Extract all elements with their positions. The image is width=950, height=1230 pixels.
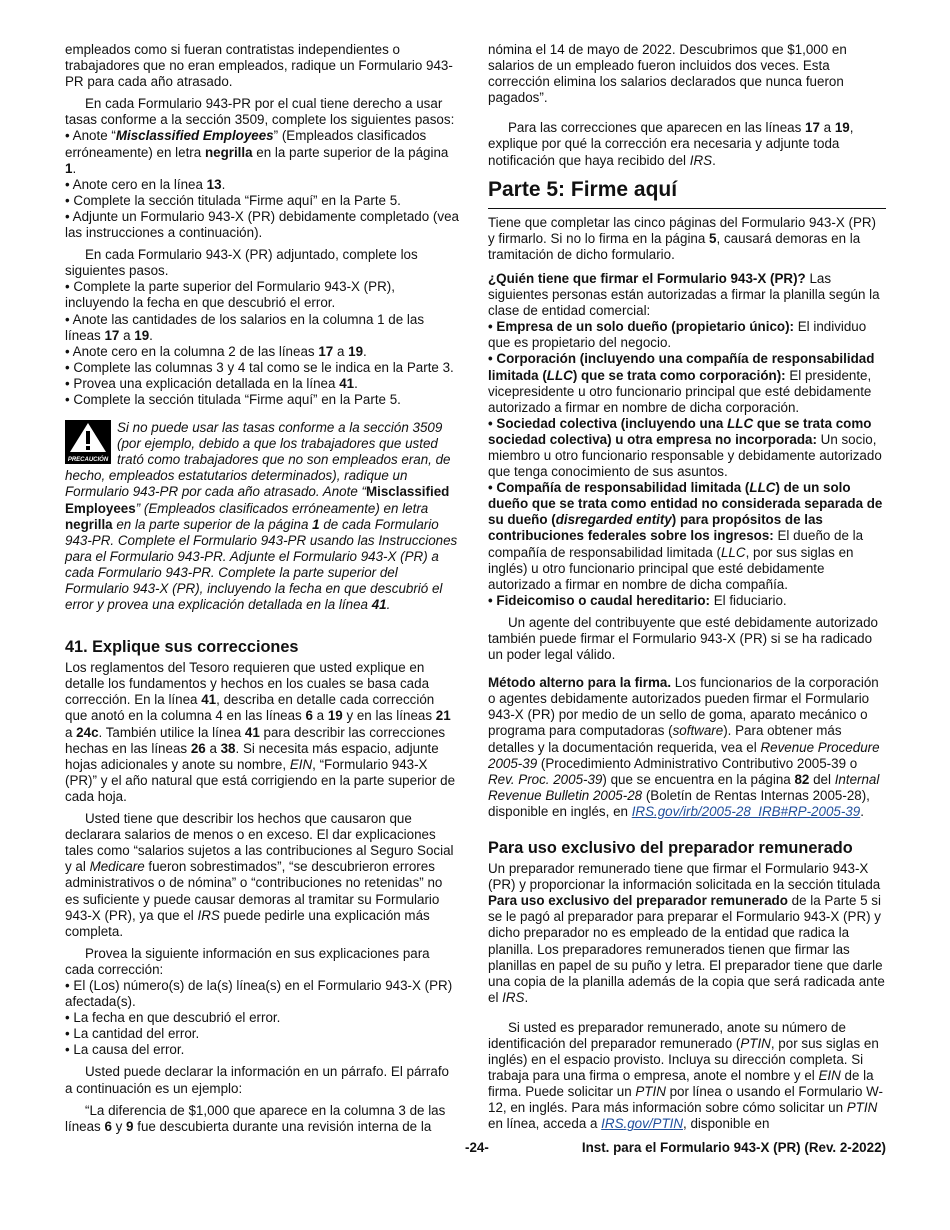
- bullet-item: • Anote cero en la línea 13.: [65, 176, 226, 192]
- paragraph: Usted puede declarar la información en un párrafo. El párrafo a continuación es un ejemplo:: [65, 1064, 449, 1096]
- left-column: [65, 42, 460, 1135]
- caution-icon: [65, 420, 111, 464]
- paragraph: Un agente del contribuyente que esté debidamente autorizado también puede firmar el Formulario 943-X (PR) si se ha radicado un poder legal válido.: [488, 614, 878, 663]
- bullet-item: • Complete la sección titulada “Firme aquí” en la Parte 5.: [65, 391, 401, 407]
- bullet-item: • Fideicomiso o caudal hereditario: El fiduciario.: [488, 592, 787, 608]
- bullet-item: • Sociedad colectiva (incluyendo una LLC que se trata como sociedad colectiva) u otra empresa no incorporada: Un socio, miembro u otro funcionario responsable y debidamente autorizado que tenga conocimiento de sus asuntos.: [488, 415, 882, 480]
- caution-label: PRECAUCIÓN: [67, 457, 109, 464]
- ptin-link[interactable]: IRS.gov/PTIN: [601, 1116, 684, 1132]
- irb-link[interactable]: IRS.gov/irb/2005-28_IRB#RP-2005-39: [631, 803, 861, 819]
- bullet-item: • Adjunte un Formulario 943-X (PR) debidamente completado (vea las instrucciones a continuación).: [65, 208, 459, 241]
- bullet-item: • Complete la sección titulada “Firme aquí” en la Parte 5.: [65, 192, 401, 208]
- paragraph: empleados como si fueran contratistas independientes o trabajadores que no eran empleados, radique un Formulario 943-PR para cada año atrasado.: [65, 42, 453, 90]
- paragraph: Si usted es preparador remunerado, anote su número de identificación del preparador remunerado (PTIN, por sus siglas en inglés) en el espacio provisto. Incluya su dirección completa. Si trabaja para una firma o empresa, anote el nombre y el EIN de la firma. Puede solicitar un PTIN por línea o usando el Formulario W-12, en inglés. Para más información sobre cómo solicitar un PTIN en línea, acceda a IRS.gov/PTIN, disponible en: [488, 1019, 883, 1132]
- right-column: [488, 42, 886, 1133]
- paragraph: En cada Formulario 943-PR por el cual tiene derecho a usar tasas conforme a la sección 3509, complete los siguientes pasos:: [65, 96, 455, 128]
- paragraph: Un preparador remunerado tiene que firmar el Formulario 943-X (PR) y proporcionar la información solicitada en la sección titulada Para uso exclusivo del preparador remunerado de la Parte 5 si se le pagó al preparador para preparar el Formulario 943-X (PR) y dicho preparador no es empleado de la entidad que radica la planilla. Los preparadores remunerados tienen que firmar las planillas en papel de su puño y letra. El preparador tiene que darle una copia de la planilla además de la copia que será radicada ante el IRS.: [488, 861, 885, 1005]
- caution-note: PRECAUCIÓN Si no puede usar las tasas conforme a la sección 3509 (por ejemplo, debido a que los trabajadores que usted trató como trabajadores que no son empleados eran, de hecho, empleados estatutarios determinados), radique un Formulario 943-PR por cada año atrasado. Anote “Misclassified Employees” (Empleados clasificados erróneamente) en letra negrilla en la parte superior de la página 1 de cada Formulario 943-PR. Complete el Formulario 943-PR usando las Instrucciones para el Formulario 943-PR. Adjunte el Formulario 943-X (PR) a cada Formulario 943-PR. Complete la parte superior del Formulario 943-X (PR), incluyendo la fecha en que descubrió el error y provea una explicación detallada en la línea 41.: [65, 420, 458, 613]
- paragraph: nómina el 14 de mayo de 2022. Descubrimos que $1,000 en salarios de un empleado fueron incluidos dos veces. Esta corrección elimina los salarios declarados que nunca fueron pagados”.: [488, 42, 847, 106]
- section-heading: 41. Explique sus correcciones: [65, 638, 299, 657]
- section-heading: Para uso exclusivo del preparador remunerado: [488, 839, 853, 858]
- bullet-item: • La fecha en que descubrió el error.: [65, 1010, 281, 1026]
- footer-document-title: Inst. para el Formulario 943-X (PR) (Rev. 2-2022): [581, 1140, 886, 1155]
- bullet-item: • Provea una explicación detallada en la línea 41.: [65, 375, 358, 391]
- bullet-item: • La causa del error.: [65, 1042, 185, 1058]
- bullet-item: • Compañía de responsabilidad limitada (LLC) de un solo dueño que se trata como entidad no considerada separada de su dueño (disregarded entity) para propósitos de las contribuciones federales sobre los ingresos: El dueño de la compañía de responsabilidad limitada (LLC, por sus siglas en inglés) u otro funcionario principal que esté debidamente autorizado a firmar en nombre de dicha compañía.: [488, 480, 883, 592]
- bullet-item: • Anote “Misclassified Employees” (Empleados clasificados erróneamente) en letra negrilla en la parte superior de la página 1.: [65, 128, 449, 176]
- paragraph: “La diferencia de $1,000 que aparece en la columna 3 de las líneas 6 y 9 fue descubierta durante una revisión interna de la: [65, 1102, 446, 1134]
- paragraph: ¿Quién tiene que firmar el Formulario 943-X (PR)? Las siguientes personas están autorizadas a firmar la planilla según la clase de entidad comercial:: [488, 270, 880, 319]
- bullet-item: • Complete la parte superior del Formulario 943-X (PR), incluyendo la fecha en que descubrió el error.: [65, 279, 395, 311]
- page-footer: [65, 1140, 886, 1160]
- paragraph: Tiene que completar las cinco páginas del Formulario 943-X (PR) y firmarlo. Si no lo firma en la página 5, causará demoras en la tramitación de dicho formulario.: [488, 214, 877, 262]
- bullet-item: • Anote cero en la columna 2 de las líneas 17 a 19.: [65, 343, 367, 359]
- bullet-item: • La cantidad del error.: [65, 1026, 200, 1042]
- bullet-item: • Empresa de un solo dueño (propietario único): El individuo que es propietario del negocio.: [488, 319, 867, 351]
- part-heading: Parte 5: Firme aquí: [488, 177, 886, 209]
- bullet-item: • Anote las cantidades de los salarios en la columna 1 de las líneas 17 a 19.: [65, 311, 425, 343]
- bullet-item: • El (Los) número(s) de la(s) línea(s) en el Formulario 943-X (PR) afectada(s).: [65, 977, 453, 1010]
- paragraph: Provea la siguiente información en sus explicaciones para cada corrección:: [65, 945, 430, 977]
- page-number: -24-: [465, 1140, 489, 1155]
- paragraph: En cada Formulario 943-X (PR) adjuntado, complete los siguientes pasos.: [65, 247, 418, 279]
- paragraph: Usted tiene que describir los hechos que causaron que declarara salarios de menos o en exceso. El dar explicaciones tales como “salarios sujetos a las contribuciones al Seguro Social y al Medicare fueron sobrestimados”, “se descubrieron errores administrativos o de nómina” o “contribuciones no retenidas” no es suficiente y puede causar demoras al tramitar su Formulario 943-X (PR), ya que el IRS puede pedirle una explicación más completa.: [65, 811, 454, 939]
- paragraph: Los reglamentos del Tesoro requieren que usted explique en detalle los fundamentos y hechos en los cuales se basa cada corrección. En la línea 41, describa en detalle cada corrección que anotó en la columna 4 en las líneas 6 a 19 y en las líneas 21 a 24c. También utilice la línea 41 para describir las correcciones hechas en las líneas 26 a 38. Si necesita más espacio, adjunte hojas adicionales y anote su nombre, EIN, “Formulario 943-X (PR)” y el año natural que está corrigiendo en la parte superior de cada hoja.: [65, 660, 456, 804]
- paragraph: Para las correcciones que aparecen en las líneas 17 a 19, explique por qué la corrección era necesaria y adjunte toda notificación que haya recibido del IRS.: [488, 120, 854, 168]
- bullet-item: • Corporación (incluyendo una compañía de responsabilidad limitada (LLC) que se trata como corporación): El presidente, vicepresidente u otro funcionario principal que esté debidamente autorizado a firmar en nombre de dicha corporación.: [488, 351, 875, 415]
- paragraph: Método alterno para la firma. Los funcionarios de la corporación o agentes debidamente autorizados pueden firmar el Formulario 943-X (PR) por medio de un sello de goma, aparato mecánico o programa para computadoras (software). Para obtener más detalles y la documentación requerida, vea el Revenue Procedure 2005-39 (Procedimiento Administrativo Contributivo 2005-39 o Rev. Proc. 2005-39) que se encuentra en la página 82 del Internal Revenue Bulletin 2005-28 (Boletín de Rentas Internas 2005-28), disponible en inglés, en IRS.gov/irb/2005-28_IRB#RP-2005-39.: [488, 675, 880, 819]
- bullet-item: • Complete las columnas 3 y 4 tal como se le indica en la Parte 3.: [65, 359, 454, 375]
